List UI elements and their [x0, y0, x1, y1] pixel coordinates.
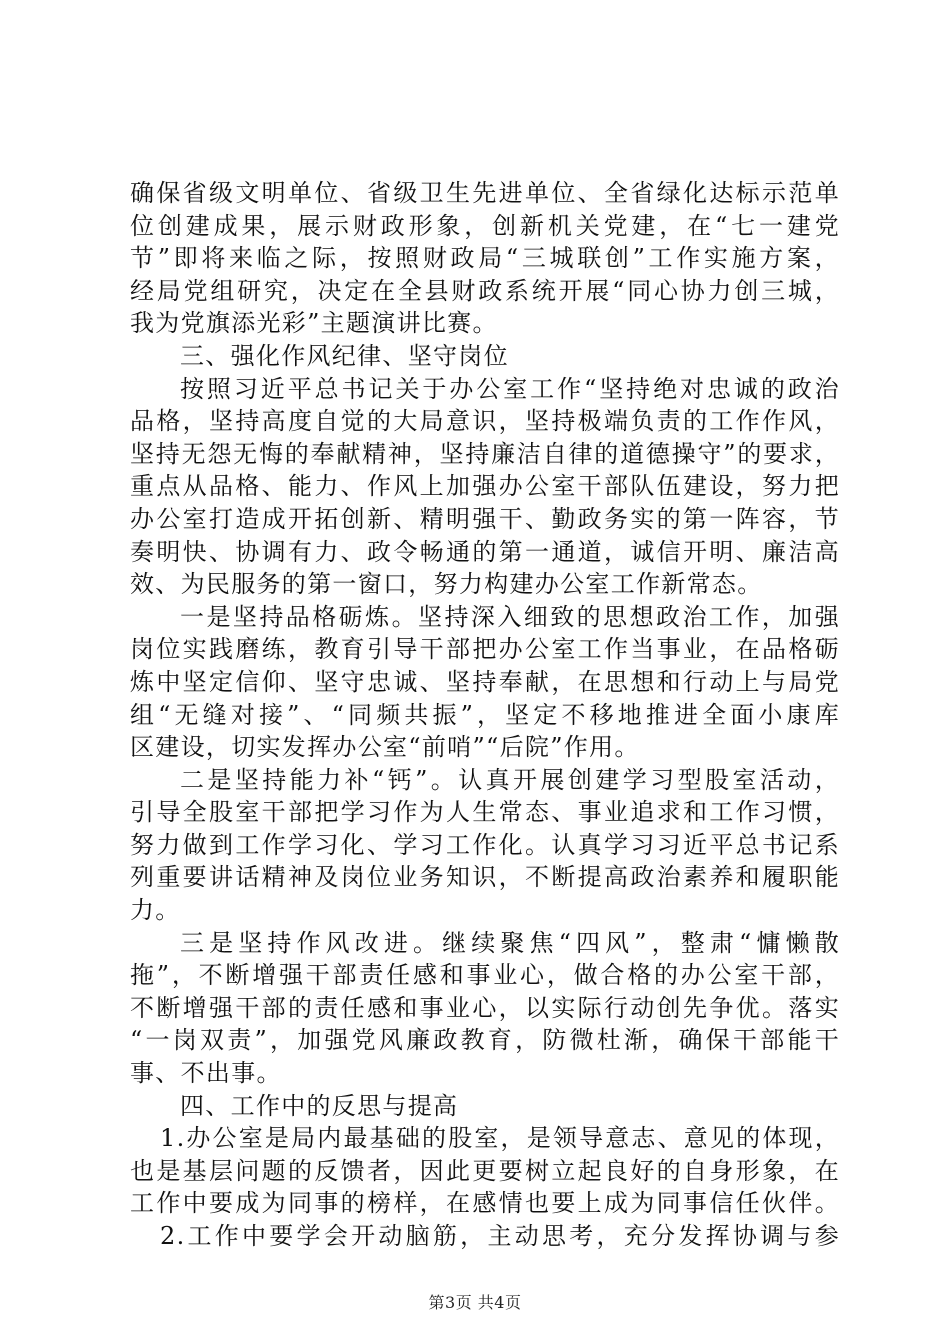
text-line: 位创建成果，展示财政形象，创新机关党建，在“七一建党 — [130, 211, 840, 240]
text-line: 也是基层问题的反馈者，因此更要树立起良好的自身形象，在 — [130, 1156, 840, 1185]
text-line: “一岗双责”，加强党风廉政教育，防微杜渐，确保干部能干 — [130, 1026, 840, 1055]
text-line: 岗位实践磨练，教育引导干部把办公室工作当事业，在品格砺 — [130, 635, 840, 664]
text-line: 节”即将来临之际，按照财政局“三城联创”工作实施方案， — [130, 244, 840, 273]
text-line: 二是坚持能力补“钙”。认真开展创建学习型股室活动， — [180, 765, 840, 794]
text-line: 不断增强干部的责任感和事业心，以实际行动创先争优。落实 — [130, 993, 840, 1022]
text-line: 拖”，不断增强干部责任感和事业心，做合格的办公室干部， — [130, 961, 840, 990]
text-line: 确保省级文明单位、省级卫生先进单位、全省绿化达标示范单 — [130, 179, 840, 207]
text-line: 引导全股室干部把学习作为人生常态、事业追求和工作习惯， — [130, 798, 840, 827]
text-line: 奏明快、协调有力、政令畅通的第一通道，诚信开明、廉洁高 — [130, 537, 840, 566]
text-line: 我为党旗添光彩”主题演讲比赛。 — [130, 309, 498, 338]
document-body — [130, 177, 840, 1253]
text-line: 按照习近平总书记关于办公室工作“坚持绝对忠诚的政治 — [180, 374, 840, 403]
text-line: 努力做到工作学习化、学习工作化。认真学习习近平总书记系 — [130, 830, 840, 859]
page-number-footer: 第3页 共4页 — [428, 1293, 522, 1312]
text-line: 炼中坚定信仰、坚守忠诚、坚持奉献，在思想和行动上与局党 — [130, 667, 840, 696]
text-line: 1.办公室是局内最基础的股室，是领导意志、意见的体现， — [160, 1124, 840, 1153]
text-line: 经局党组研究，决定在全县财政系统开展“同心协力创三城， — [130, 276, 840, 305]
text-line: 三是坚持作风改进。继续聚焦“四风”，整肃“慵懒散 — [180, 928, 840, 957]
text-line: 工作中要成为同事的榜样，在感情也要上成为同事信任伙伴。 — [130, 1189, 840, 1218]
text-line: 列重要讲话精神及岗位业务知识，不断提高政治素养和履职能 — [130, 863, 840, 892]
text-line: 办公室打造成开拓创新、精明强干、勤政务实的第一阵容，节 — [130, 504, 840, 533]
text-line: 力。 — [130, 896, 181, 925]
text-line: 事、不出事。 — [130, 1059, 282, 1088]
text-line: 重点从品格、能力、作风上加强办公室干部队伍建设，努力把 — [130, 472, 840, 501]
text-line: 三、强化作风纪律、坚守岗位 — [180, 341, 509, 370]
text-line: 2.工作中要学会开动脑筋，主动思考，充分发挥协调与参 — [160, 1222, 840, 1250]
text-line: 坚持无怨无悔的奉献精神，坚持廉洁自律的道德操守”的要求， — [130, 439, 840, 468]
text-line: 组“无缝对接”、“同频共振”，坚定不移地推进全面小康库 — [130, 700, 840, 729]
text-line: 品格，坚持高度自觉的大局意识，坚持极端负责的工作作风， — [130, 407, 840, 436]
text-line: 一是坚持品格砺炼。坚持深入细致的思想政治工作，加强 — [180, 602, 840, 631]
text-line: 四、工作中的反思与提高 — [180, 1091, 459, 1120]
text-line: 效、为民服务的第一窗口，努力构建办公室工作新常态。 — [130, 570, 763, 599]
text-line: 区建设，切实发挥办公室“前哨”“后院”作用。 — [130, 733, 640, 762]
